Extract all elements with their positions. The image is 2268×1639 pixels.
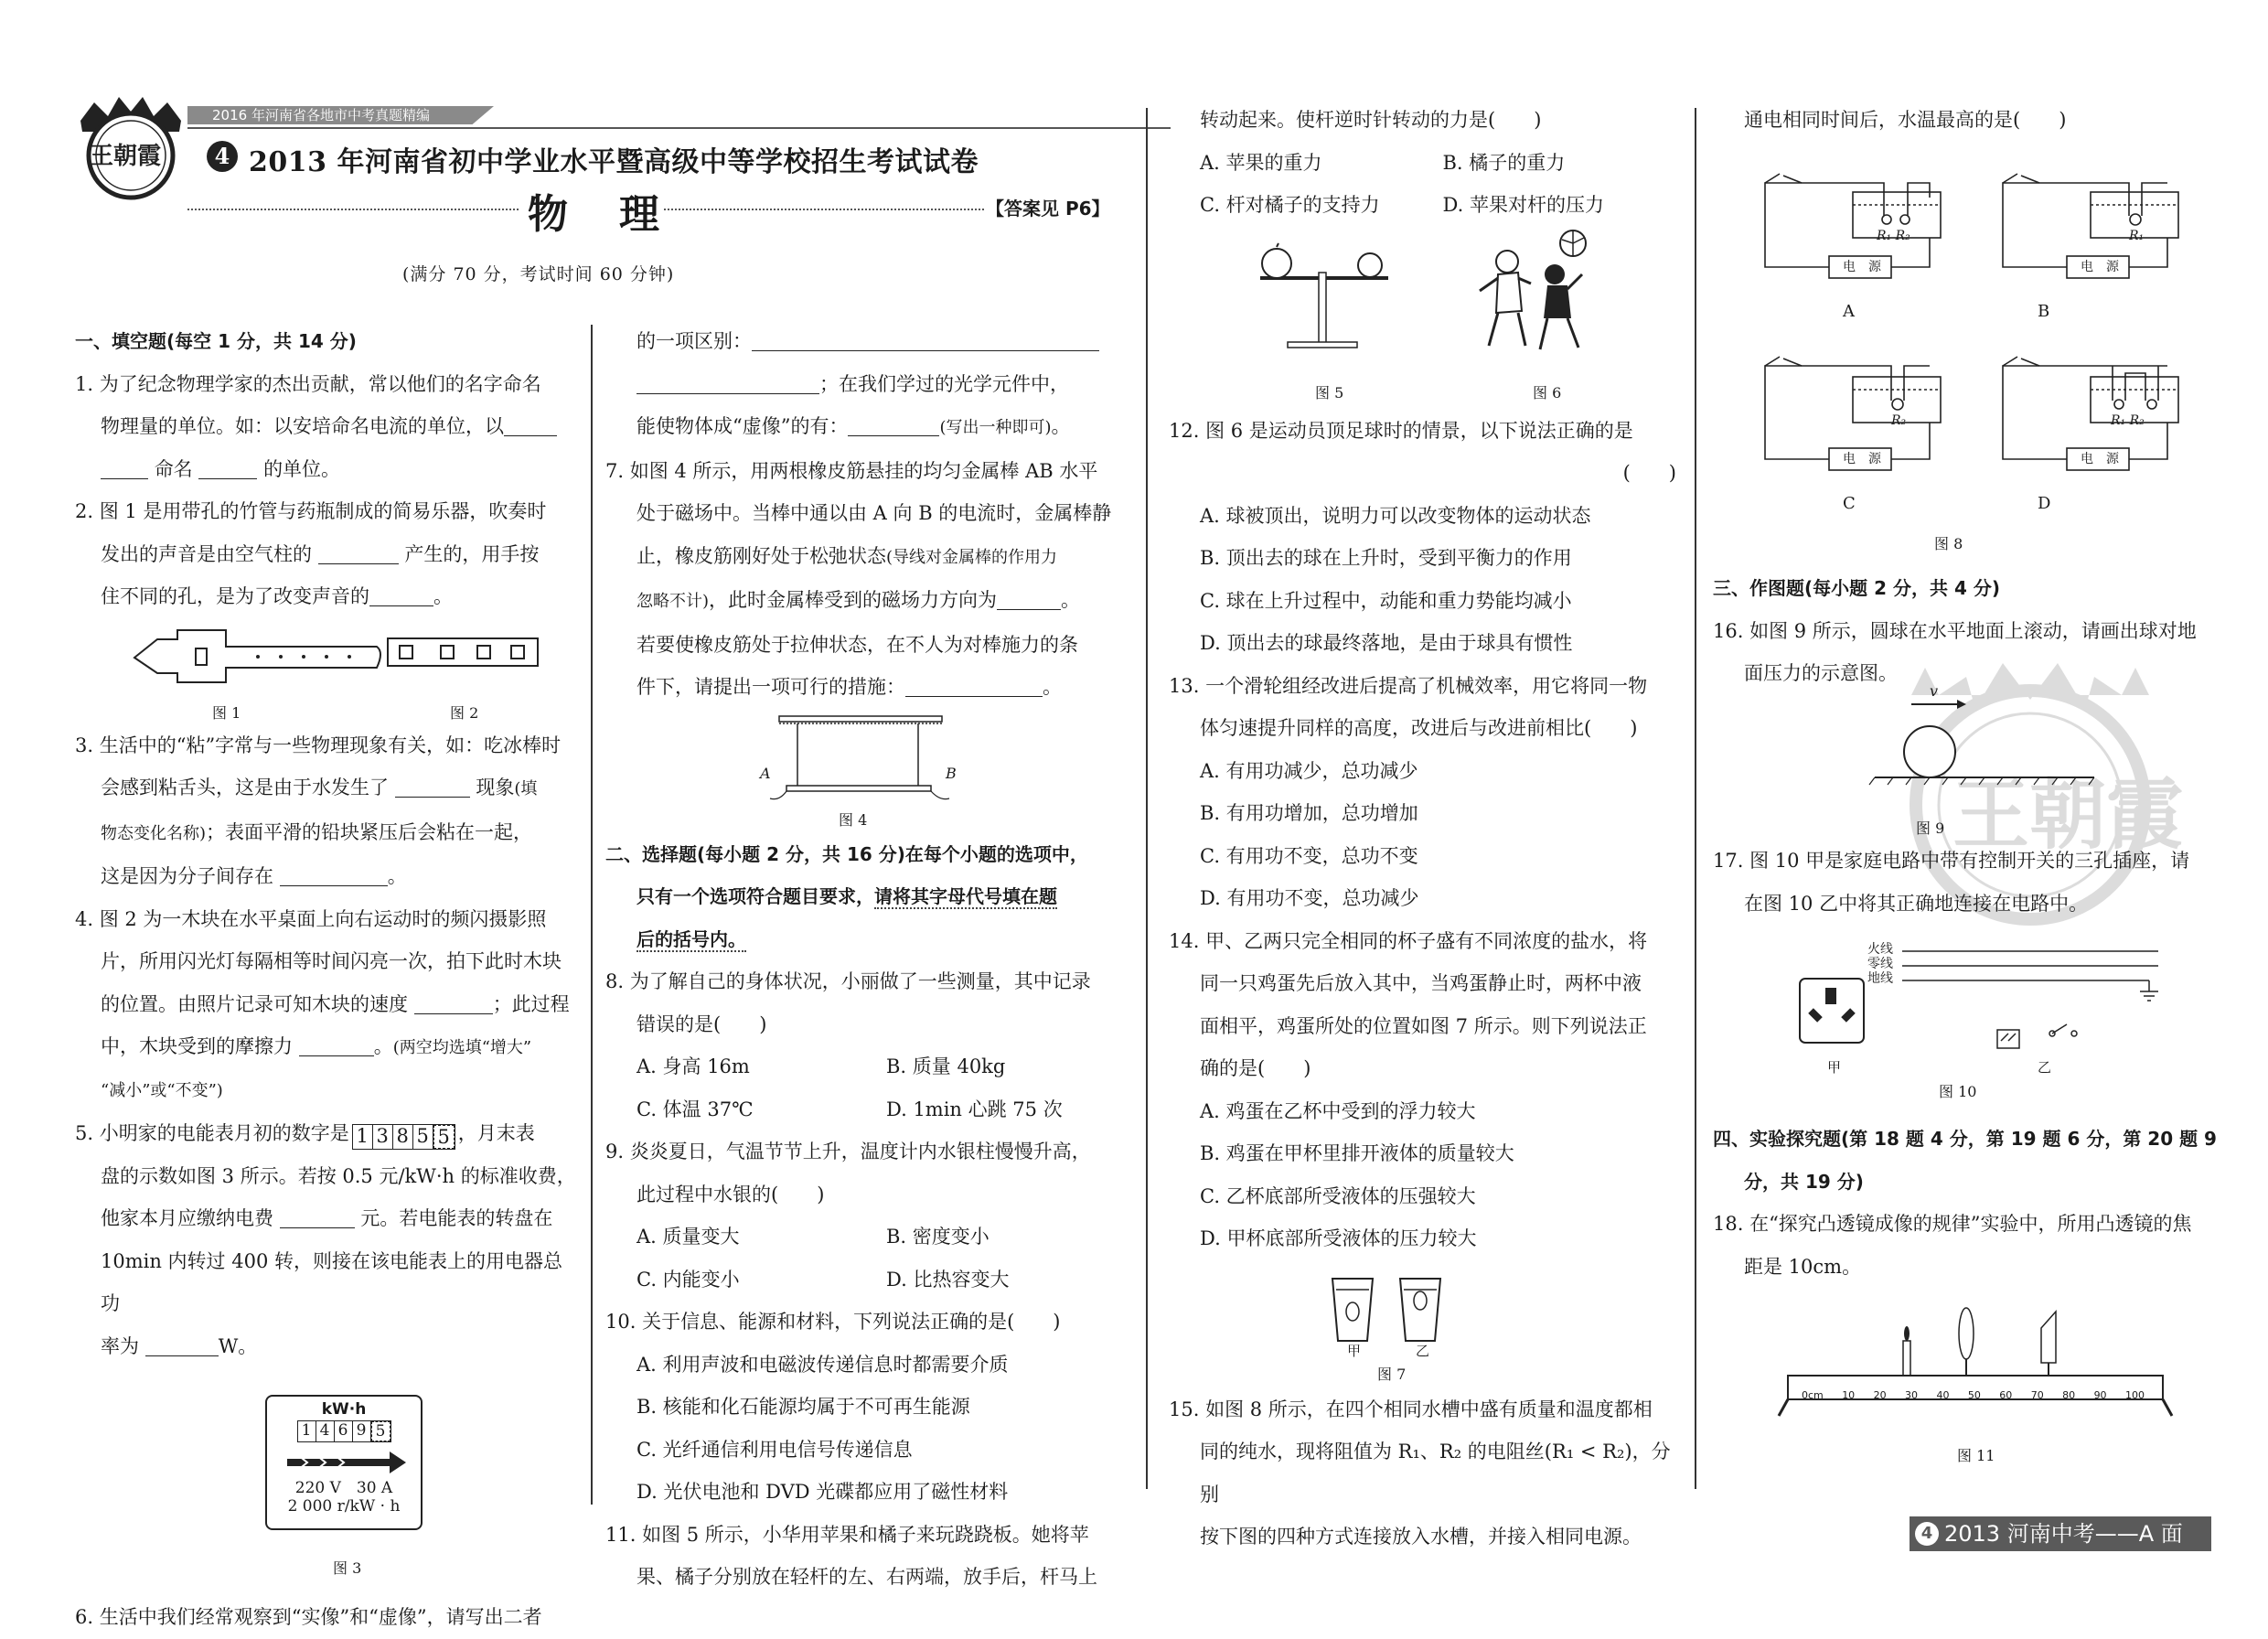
column-4-q17: [1713, 840, 2230, 925]
circuit-label-b: B: [2038, 302, 2050, 321]
option: C. 有用功不变，总功不变: [1200, 844, 1418, 867]
figure-11: [1774, 1308, 2177, 1473]
power-supply-label: 电 源: [2081, 452, 2119, 466]
option: A. 利用声波和电磁波传递信息时都需要介质: [637, 1353, 1009, 1376]
figure-7-label-jia: 甲: [1347, 1342, 1362, 1359]
figure-7-caption: 图 7: [1377, 1365, 1407, 1383]
resistor-label: R₂: [1891, 413, 1907, 428]
question-4: 4. 图 2 为一木块在水平桌面上向右运动时的频闪摄影照: [75, 907, 547, 930]
figure-4: [605, 709, 1136, 833]
section-heading: 二、选择题(每小题 2 分，共 16 分)在每个小题的选项中，: [605, 842, 1088, 865]
title-rule-right: [664, 209, 984, 210]
figure-10-caption: 图 10: [1939, 1083, 1977, 1100]
question-12: 12. 图 6 是运动员顶足球时的情景，以下说法正确的是: [1169, 419, 1633, 442]
circuit-label-c: C: [1843, 494, 1856, 513]
meter-rating: 220 V 30 A: [294, 1479, 393, 1497]
power-supply-label: 电 源: [1843, 260, 1881, 274]
question-9: 9. 炎炎夏日，气温节节上升，温度计内水银柱慢慢升高，: [605, 1141, 1091, 1162]
option: D. 甲杯底部所受液体的压力较大: [1200, 1227, 1477, 1249]
section-heading: 四、实验探究题(第 18 题 4 分，第 19 题 6 分，第 20 题 9: [1713, 1128, 2217, 1150]
option: D. 光伏电池和 DVD 光碟都应用了磁性材料: [637, 1481, 1009, 1503]
question-11-cont: 果、橘子分别放在轻杆的左、右两端，放手后，杆马上: [637, 1566, 1097, 1588]
ruler-ticks: 0cm 10 20 30 40 50 60 70 80 90 100: [1802, 1389, 2145, 1401]
option: B. 顶出去的球在上升时，受到平衡力的作用: [1200, 547, 1572, 569]
question-17: 17. 图 10 甲是家庭电路中带有控制开关的三孔插座，请: [1713, 850, 2190, 872]
question-14: 14. 甲、乙两只完全相同的杯子盛有不同浓度的盐水，将: [1169, 929, 1648, 952]
figure-1-2-row: [75, 618, 580, 724]
section-heading: 一、填空题(每空 1 分，共 14 分): [75, 330, 357, 352]
meter-reading: 1 4 6 9 5: [297, 1420, 391, 1442]
option: C. 乙杯底部所受液体的压强较大: [1200, 1184, 1476, 1207]
option: B. 有用功增加，总功增加: [1200, 802, 1418, 824]
question-11: 11. 如图 5 所示，小华用苹果和橘子来玩跷跷板。她将苹: [605, 1523, 1089, 1546]
option: A. 鸡蛋在乙杯中受到的浮力较大: [1200, 1099, 1476, 1122]
figure-7: [1169, 1260, 1685, 1388]
meter-start-reading: 1 3 8 5 5: [352, 1124, 455, 1150]
option: C. 光纤通信利用电信号传递信息: [637, 1438, 913, 1461]
header-rule: [187, 127, 1171, 129]
neutral-wire-label: 零线: [1867, 957, 1893, 971]
footer-badge-number: 4: [1920, 1524, 1933, 1543]
column-3: 转动起来。使杆逆时针转动的力是( ) A. 苹果的重力 B. 橘子的重力 C. 杆对橘子的支持力 D. 苹果对杆的压力 图 5 图 6 12. 图 6 是运动员顶足球时的情景，以下说法正确的是 ( ) A. 球被顶出，说明力可以改变物体的运动状态 B. 顶出去的球在上升时，受到平衡力的作用 C. 球在上升过程中，动能和重力势能均减小 D. 顶出去的球最终落地，是由于球具有惯性 13. 一个滑轮组经改进后提高了机械效率，用它将同一物 体匀速提升同样的高度，改进后与改进前相比( ) A. 有用功减少，总功减少 B. 有用功增加，总功增加 C. 有用功不变，总功不变 D. 有用功不变，总功减少 14. 甲、乙两只完全相同的杯子盛有不同浓度的盐水，将 同一只鸡蛋先后放入其中，当鸡蛋静止时，两杯中液 面相平，鸡蛋所处的位置如图 7 所示。则下列说法正 确的是( ) A. 鸡蛋在乙杯中受到的浮力较大 B. 鸡蛋在甲杯里排开液体的质量较大 C. 乙杯底部所受液体的压强较大 D. 甲杯底部所受液体的压力较大 甲 乙 图 7 15. 如图 8 所示，在四个相同水槽中盛有质量和温度都相 同的纯水，现将阻值为 R₁、R₂ 的电阻丝(R₁ < R₂)，分别 按下图的四种方式连接放入水槽，并接入相同电源。: [1169, 99, 1685, 1559]
figure-5-6-row: [1169, 227, 1685, 410]
figure-4-caption: 图 4: [839, 810, 868, 829]
figure-4-label-a: A: [760, 764, 771, 782]
question-7: 7. 如图 4 所示，用两根橡皮筋悬挂的均匀金属棒 AB 水平: [605, 459, 1098, 482]
question-16-cont: 面压力的示意图。: [1744, 662, 1898, 684]
footer-text: 2013 河南中考——A 面: [1944, 1521, 2183, 1547]
resistor-label: R₁: [2129, 229, 2145, 243]
figure-5: [1251, 243, 1397, 362]
figure-7-label-yi: 乙: [1416, 1342, 1430, 1359]
column-4-q18: [1713, 1118, 2230, 1288]
question-6: 6. 生活中我们经常观察到“实像”和“虚像”，请写出二者: [75, 1606, 542, 1628]
exam-title: 2013 年河南省初中学业水平暨高级中等学校招生考试试卷: [249, 146, 979, 178]
question-3: 3. 生活中的“粘”字常与一些物理现象有关，如：吃冰棒时: [75, 734, 562, 756]
question-16: 16. 如图 9 所示，圆球在水平地面上滚动，请画出球对地: [1713, 619, 2197, 642]
question-18-cont: 距是 10cm。: [1744, 1255, 1862, 1278]
title-rule-left: [187, 209, 519, 210]
column-divider: [591, 325, 593, 1505]
question-18: 18. 在“探究凸透镜成像的规律”实验中，所用凸透镜的焦: [1713, 1213, 2192, 1235]
question-10: 10. 关于信息、能源和材料，下列说法正确的是( ): [605, 1311, 1061, 1333]
figure-10-label-yi: 乙: [2038, 1059, 2052, 1076]
figure-10: [1792, 924, 2177, 1100]
exam-info: (满分 70 分，考试时间 60 分钟): [402, 264, 675, 284]
column-divider: [1146, 108, 1148, 1489]
question-15-cont: 同的纯水，现将阻值为 R₁、R₂ 的电阻丝(R₁ < R₂)，分别: [1200, 1441, 1671, 1505]
question-13: 13. 一个滑轮组经改进后提高了机械效率，用它将同一物: [1169, 674, 1648, 697]
question-9-options: A. 质量变大 B. 密度变小: [637, 1226, 990, 1248]
option: C. 球在上升过程中，动能和重力势能均减小: [1200, 589, 1572, 612]
question-11-options: A. 苹果的重力 B. 橘子的重力: [1200, 151, 1566, 174]
subject-title: 物 理: [528, 191, 665, 238]
option: B. 核能和化石能源均属于不可再生能源: [637, 1396, 970, 1418]
option: A. 有用功减少，总功减少: [1200, 759, 1418, 782]
figure-4-label-b: B: [946, 764, 957, 782]
figure-5-caption: 图 5: [1315, 383, 1344, 402]
question-2: 2. 图 1 是用带孔的竹管与药瓶制成的简易乐器，吹奏时: [75, 500, 547, 522]
figure-2-caption: 图 2: [450, 703, 479, 722]
question-11-cont: 转动起来。使杆逆时针转动的力是( ): [1200, 109, 1542, 131]
question-5: 5. 小明家的电能表月初的数字是 1 3 8 5 5 ，月末表: [75, 1122, 535, 1148]
figure-8: [1747, 165, 2222, 558]
answer-reference: 【答案见 P6】: [986, 198, 1110, 220]
column-4: [1713, 99, 2230, 142]
option: A. 球被顶出，说明力可以改变物体的运动状态: [1200, 504, 1591, 527]
figure-6-caption: 图 6: [1533, 383, 1562, 402]
circuit-label-a: A: [1843, 302, 1855, 321]
column-1: 一、填空题(每空 1 分，共 14 分) 1. 为了纪念物理学家的杰出贡献，常以他们的名字命名 物理量的单位。如：以安培命名电流的单位，以 命名 的单位。 2. 图 1 是用带孔的竹管与药瓶制成的简易乐器，吹奏时 发出的声音是由空气柱的 产生的，用手按 住不同的孔，是为了改变声音的 。 图 1 图 2 3. 生活中的“粘”字常与一些物理现象有关，如：吃冰棒时 会感到粘舌头，这是由于水发生了 现象(填 物态变化名称)；表面平滑的铅块紧压后会粘在一起， 这是因为分子间存在 。 4. 图 2 为一木块在水平桌面上向右运动时的频闪摄影照 片，所用闪光灯每隔相等时间闪亮一次，拍下此时木块 的位置。由照片记录可知木块的速度 ；此过程 中，木块受到的摩擦力 。(两空均选填“增大” “减小”或“不变”) 5. 小明家的电能表月初的数字是 1 3 8 5 5 ，月末表 盘的示数如图 3 所示。若按 0.5 元/kW·h 的标准收费， 他家本月应缴纳电费 元。若电能表的转盘在 10min 内转过 400 转，则接在该电能表上的用电器总功 率为 W。 kW·h 1 4 6 9 5 220 V 30 A 2 000 r/kW · h 图 3 6. 生活中我们经常观察到“实像”和“虚像”，请写出二者: [75, 320, 580, 1639]
figure-1-caption: 图 1: [212, 703, 241, 722]
section-heading-cont: 分，共 19 分): [1744, 1170, 1864, 1193]
question-15-cont: 按下图的四种方式连接放入水槽，并接入相同电源。: [1200, 1526, 1642, 1548]
figure-9-caption: 图 9: [1916, 820, 1945, 837]
figure-1: [75, 618, 358, 724]
question-14-cont: 确的是( ): [1200, 1057, 1311, 1079]
question-17-cont: 在图 10 乙中将其正确地连接在电路中。: [1744, 892, 2089, 915]
question-15: 15. 如图 8 所示，在四个相同水槽中盛有质量和温度都相: [1169, 1398, 1653, 1420]
meter-unit: kW·h: [321, 1400, 367, 1419]
figure-2: [358, 618, 578, 724]
figure-8-caption: 图 8: [1934, 535, 1963, 552]
logo-text: 王朝霞: [90, 143, 162, 170]
meter-revolutions: 2 000 r/kW · h: [287, 1497, 401, 1516]
column-divider: [1695, 108, 1696, 1489]
figure-3-caption: 图 3: [333, 1559, 362, 1577]
question-8-options: A. 身高 16m B. 质量 40kg: [637, 1055, 1006, 1077]
figure-3: [75, 1367, 580, 1596]
power-supply-label: 电 源: [1843, 452, 1881, 466]
power-supply-label: 电 源: [2081, 260, 2119, 274]
question-1: 1. 为了纪念物理学家的杰出贡献，常以他们的名字命名: [75, 372, 541, 395]
option: D. 顶出去的球最终落地，是由于球具有惯性: [1200, 632, 1573, 654]
electric-meter: [265, 1395, 423, 1530]
column-2: 的一项区别： ；在我们学过的光学元件中， 能使物体成“虚像”的有： (写出一种即可)。 7. 如图 4 所示，用两根橡皮筋悬挂的均匀金属棒 AB 水平 处于磁场中。当棒中通以由 A 向 B 的电流时，金属棒静 止，橡皮筋刚好处于松弛状态(导线对金属棒的作用力 忽略不计)，此时金属棒受到的磁场力方向为 。 若要使橡皮筋处于拉伸状态，在不人为对棒施力的条 件下，请提出一项可行的措施： 。 A B 图 4 二、选择题(每小题 2 分，共 16 分)在每个小题的选项中， 只有一个选项符合题目要求，请将其字母代号填在题 后的括号内。 8. 为了解自己的身体状况，小丽做了一些测量，其中记录 错误的是( ) A. 身高 16m B. 质量 40kg C. 体温 37℃ D. 1min 心跳 75 次 9. 炎炎夏日，气温节节上升，温度计内水银柱慢慢升高， 此过程中水银的( ) A. 质量变大 B. 密度变小 C. 内能变小 D. 比热容变大 10. 关于信息、能源和材料，下列说法正确的是( ) A. 利用声波和电磁波传递信息时都需要介质 B. 核能和化石能源均属于不可再生能源 C. 光纤通信利用电信号传递信息 D. 光伏电池和 DVD 光碟都应用了磁性材料 11. 如图 5 所示，小华用苹果和橘子来玩跷跷板。她将苹 果、橘子分别放在轻杆的左、右两端，放手后，杆马上: [605, 320, 1136, 1599]
ground-wire-label: 地线: [1867, 971, 1893, 986]
answer-bracket: ( ): [1622, 462, 1676, 484]
live-wire-label: 火线: [1867, 942, 1893, 957]
figure-11-caption: 图 11: [1957, 1447, 1995, 1464]
velocity-label: v: [1930, 682, 1939, 700]
section-heading: 三、作图题(每小题 2 分，共 4 分): [1713, 577, 2000, 599]
figure-6: [1471, 227, 1608, 364]
option: B. 鸡蛋在甲杯里排开液体的质量较大: [1200, 1142, 1514, 1164]
paper-number: 4: [214, 143, 230, 169]
series-banner-text: 2016 年河南省各地市中考真题精编: [212, 107, 430, 123]
svg-text:王朝霞: 王朝霞: [1952, 769, 2184, 860]
circuit-label-d: D: [2038, 494, 2051, 513]
question-8: 8. 为了解自己的身体状况，小丽做了一些测量，其中记录: [605, 970, 1091, 992]
option: D. 有用功不变，总功减少: [1200, 887, 1419, 909]
resistor-label: R₁ R₂: [1877, 229, 1910, 243]
resistor-label: R₁ R₂: [2111, 413, 2145, 428]
figure-10-label-jia: 甲: [1827, 1059, 1842, 1076]
question-13-cont: 体匀速提升同样的高度，改进后与改进前相比( ): [1200, 717, 1638, 739]
question-14-cont: 同一只鸡蛋先后放入其中，当鸡蛋静止时，两杯中液: [1200, 972, 1642, 994]
question-15-cont: 通电相同时间后，水温最高的是( ): [1744, 109, 2067, 131]
question-14-cont: 面相平，鸡蛋所处的位置如图 7 所示。则下列说法正: [1200, 1014, 1647, 1037]
